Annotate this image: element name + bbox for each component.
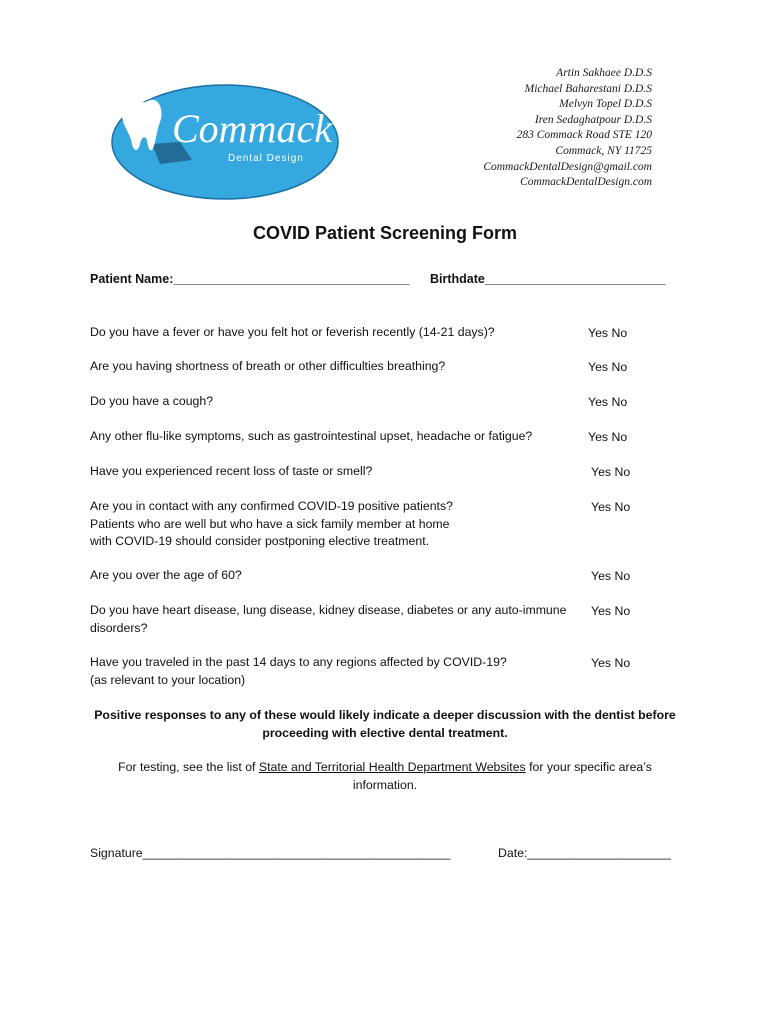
- date-field[interactable]: Date:_____________________: [498, 846, 672, 860]
- question-text: Have you experienced recent loss of taste or smell?: [90, 464, 373, 478]
- address-street: 283 Commack Road STE 120: [516, 129, 652, 142]
- yes-no-flu[interactable]: Yes No: [588, 430, 628, 444]
- positive-response-notice: [90, 706, 680, 742]
- question-note: (as relevant to your location): [90, 672, 246, 687]
- question-text: Are you in contact with any confirmed COVID-19 positive patients?: [90, 499, 453, 513]
- yes-no-taste[interactable]: Yes No: [591, 465, 631, 479]
- question-travel: [90, 654, 507, 689]
- yes-no-contact[interactable]: Yes No: [591, 500, 631, 514]
- dentist-name: Michael Baharestani D.D.S: [524, 82, 652, 95]
- address-city: Commack, NY 11725: [555, 144, 652, 157]
- form-title: COVID Patient Screening Form: [252, 223, 518, 243]
- contact-email: CommackDentalDesign@gmail.com: [483, 160, 652, 173]
- commack-dental-logo: [110, 82, 340, 202]
- patient-name-field[interactable]: Patient Name:__________________________________: [90, 272, 410, 286]
- contact-website: CommackDentalDesign.com: [520, 176, 652, 189]
- health-department-link[interactable]: State and Territorial Health Department Websites: [258, 760, 526, 774]
- yes-no-travel[interactable]: Yes No: [591, 656, 631, 670]
- practice-contact-block: [483, 66, 652, 191]
- testing-line: information.: [352, 778, 418, 792]
- yes-no-breath[interactable]: Yes No: [588, 360, 628, 374]
- question-text: Do you have heart disease, lung disease, kidney disease, diabetes or any auto-immune: [90, 603, 567, 617]
- yes-no-age[interactable]: Yes No: [591, 569, 631, 583]
- question-text: Are you having shortness of breath or other difficulties breathing?: [90, 359, 446, 373]
- question-text: Are you over the age of 60?: [90, 568, 242, 582]
- dentist-name: Artin Sakhaee D.D.S: [556, 67, 652, 79]
- dentist-name: Iren Sedaghatpour D.D.S: [534, 113, 652, 126]
- question-text: Do you have a fever or have you felt hot or feverish recently (14-21 days)?: [90, 325, 495, 339]
- signature-field[interactable]: Signature_____________________________________________: [90, 846, 451, 860]
- question-note: Patients who are well but who have a sick family member at home: [90, 516, 450, 531]
- testing-info: [90, 758, 680, 794]
- question-over-60: [90, 567, 242, 585]
- notice-line: Positive responses to any of these would likely indicate a deeper discussion with the dentist before: [94, 708, 676, 722]
- logo-graphic: [110, 82, 340, 202]
- testing-line: [90, 758, 680, 776]
- question-text: Have you traveled in the past 14 days to any regions affected by COVID-19?: [90, 655, 507, 669]
- question-flu-like: [90, 428, 532, 446]
- question-fever: [90, 324, 495, 342]
- dentist-name: Melvyn Topel D.D.S: [559, 98, 652, 111]
- yes-no-fever[interactable]: Yes No: [588, 326, 628, 340]
- yes-no-cough[interactable]: Yes No: [588, 395, 628, 409]
- question-conditions: [90, 602, 566, 637]
- logo-brand-text: Commack: [172, 106, 332, 151]
- question-covid-contact: [90, 498, 453, 551]
- question-taste-smell: [90, 463, 372, 481]
- question-text: Any other flu-like symptoms, such as gastrointestinal upset, headache or fatigue?: [90, 429, 533, 443]
- logo-tagline-text: Dental Design: [228, 153, 304, 164]
- notice-line: proceeding with elective dental treatment.: [262, 726, 508, 740]
- question-text-continued: disorders?: [90, 620, 148, 635]
- testing-suffix: for your specific area’s: [525, 760, 652, 774]
- question-cough: [90, 393, 213, 411]
- question-note: with COVID-19 should consider postponing elective treatment.: [90, 534, 430, 548]
- testing-prefix: For testing, see the list of: [118, 760, 259, 774]
- question-shortness-of-breath: [90, 358, 445, 376]
- yes-no-conditions[interactable]: Yes No: [591, 604, 631, 618]
- birthdate-field[interactable]: Birthdate__________________________: [430, 272, 666, 286]
- question-text: Do you have a cough?: [90, 394, 214, 408]
